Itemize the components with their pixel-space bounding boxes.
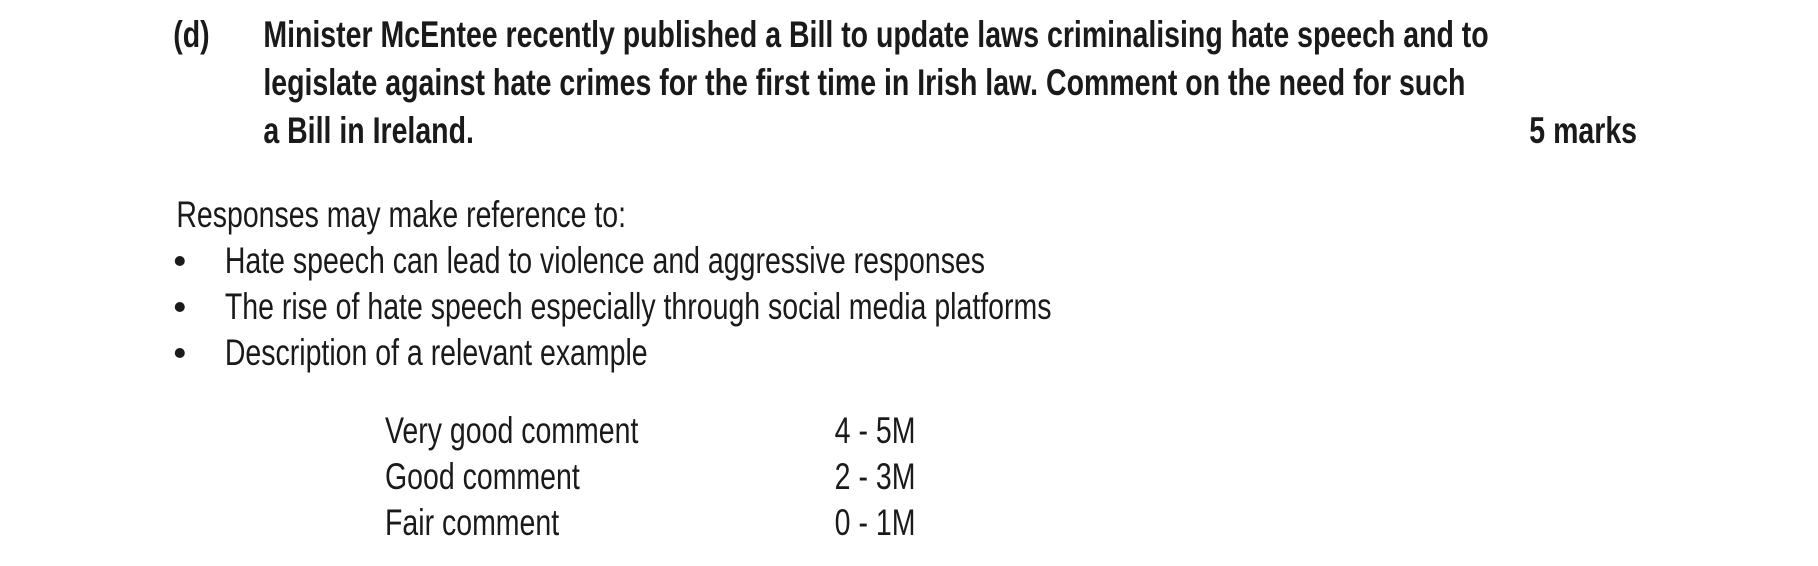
bullet-text: Hate speech can lead to violence and aggressive responses [224, 240, 986, 281]
bullet-icon [175, 256, 185, 266]
scheme-row-marks: 0 - 1M [834, 502, 916, 543]
scheme-row-label: Good comment [385, 456, 580, 497]
question-line-3: a Bill in Ireland. [263, 110, 474, 151]
bullet-item [175, 238, 1818, 284]
scheme-row [385, 454, 1818, 500]
question-line-3-row [263, 107, 1637, 155]
scheme-row [385, 408, 1818, 454]
scheme-row-label: Fair comment [385, 502, 560, 543]
scheme-row-marks: 2 - 3M [834, 456, 916, 497]
question-line-1: Minister McEntee recently published a Bill to update laws criminalising hate speech and to [263, 14, 1489, 55]
question-line-2: legislate against hate crimes for the first time in Irish law. Comment on the need for such [263, 62, 1466, 103]
bullet-item [175, 284, 1818, 330]
question-block [173, 0, 1818, 155]
guidance-bullet-list [0, 238, 1818, 376]
question-label: (d) [173, 14, 210, 55]
marking-scheme-table [385, 408, 1818, 546]
bullet-text: Description of a relevant example [224, 332, 648, 373]
bullet-item [175, 330, 1818, 376]
bullet-icon [175, 348, 185, 358]
scheme-row-marks: 4 - 5M [834, 410, 916, 451]
bullet-text: The rise of hate speech especially through social media platforms [224, 286, 1052, 327]
marks-value: 5 marks [1529, 110, 1638, 151]
guidance-intro: Responses may make reference to: [176, 194, 627, 235]
bullet-icon [175, 302, 185, 312]
question-text [263, 11, 1637, 155]
scheme-row [385, 500, 1818, 546]
scheme-row-label: Very good comment [385, 410, 639, 451]
